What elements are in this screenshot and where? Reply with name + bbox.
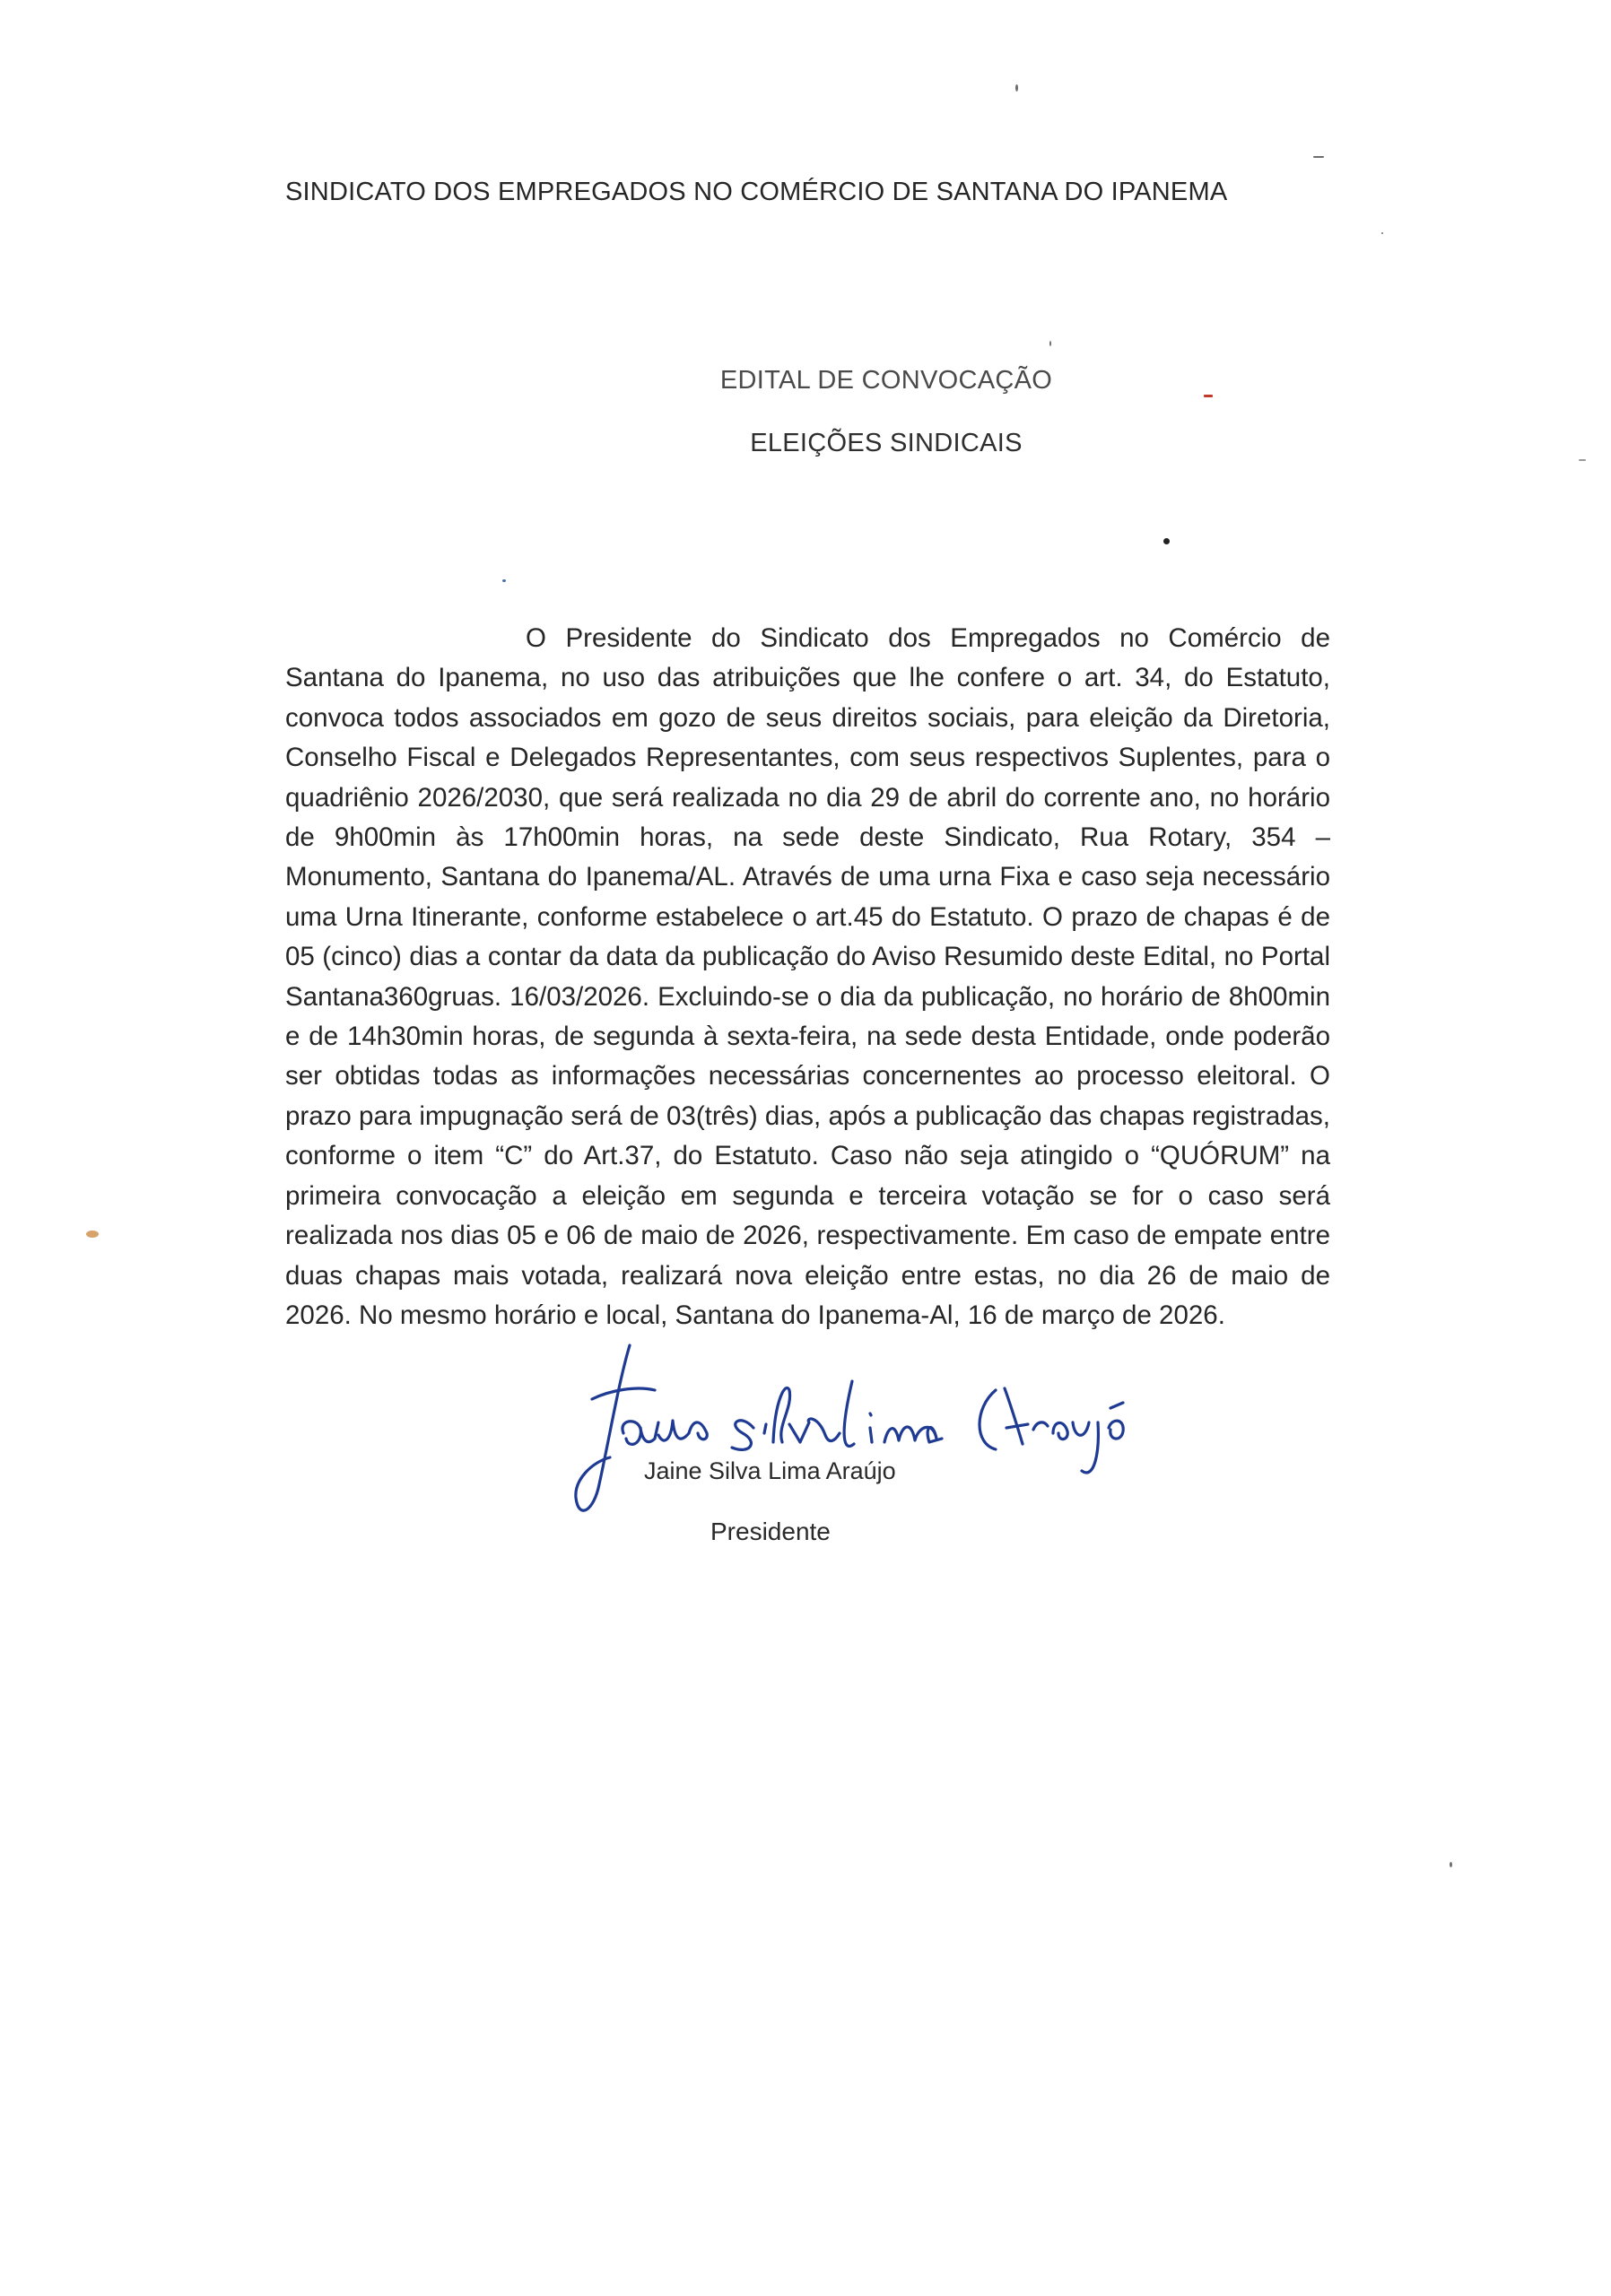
- scan-speck: [502, 579, 506, 582]
- signer-name: Jaine Silva Lima Araújo: [644, 1457, 896, 1484]
- scan-speck: [1204, 395, 1213, 397]
- scan-speck: [1049, 341, 1051, 346]
- handwritten-signature: [574, 1327, 1274, 1525]
- organization-header: SINDICATO DOS EMPREGADOS NO COMÉRCIO DE SANTANA DO IPANEMA: [285, 178, 1228, 206]
- scan-speck: [86, 1231, 99, 1238]
- scan-speck: [1015, 84, 1018, 91]
- scan-speck: [1450, 1862, 1452, 1867]
- document-title: EDITAL DE CONVOCAÇÃO: [719, 366, 1053, 395]
- scan-speck: [1579, 459, 1586, 461]
- scan-speck: [1313, 156, 1324, 158]
- scan-speck: [1381, 232, 1383, 234]
- signer-role: Presidente: [710, 1518, 831, 1545]
- convocation-body: O Presidente do Sindicato dos Empregados no Comércio de Santana do Ipanema, no uso das atribuições que lhe confere o art. 34, do Estatuto, convoca todos associados em gozo de seus direitos sociais, para eleição da Diretoria, Conselho Fiscal e Delegados Representantes, com seus respectivos Suplentes, para o quadriênio 2026/2030, que será realizada no dia 29 de abril do corrente ano, no horário de 9h00min às 17h00min horas, na sede deste Sindicato, Rua Rotary, 354 – Monumento, Santana do Ipanema/AL. Através de uma urna Fixa e caso seja necessário uma Urna Itinerante, conforme estabelece o art.45 do Estatuto. O prazo de chapas é de 05 (cinco) dias a contar da data da publicação do Aviso Resumido deste Edital, no Portal Santana360gruas. 16/03/2026. Excluindo-se o dia da publicação, no horário de 8h00min e de 14h30min horas, de segunda à sexta-feira, na sede desta Entidade, onde poderão ser obtidas todas as informações necessárias concernentes ao processo eleitoral. O prazo para impugnação será de 03(três) dias, após a publicação das chapas registradas, conforme o item “C” do Art.37, do Estatuto. Caso não seja atingido o “QUÓRUM” na primeira convocação a eleição em segunda e terceira votação se for o caso será realizada nos dias 05 e 06 de maio de 2026, respectivamente. Em caso de empate entre duas chapas mais votada, realizará nova eleição entre estas, no dia 26 de maio de 2026. No mesmo horário e local, Santana do Ipanema-Al, 16 de março de 2026.: [285, 623, 1330, 1330]
- scan-speck: [1163, 538, 1170, 544]
- document-subtitle: ELEIÇÕES SINDICAIS: [750, 429, 1023, 457]
